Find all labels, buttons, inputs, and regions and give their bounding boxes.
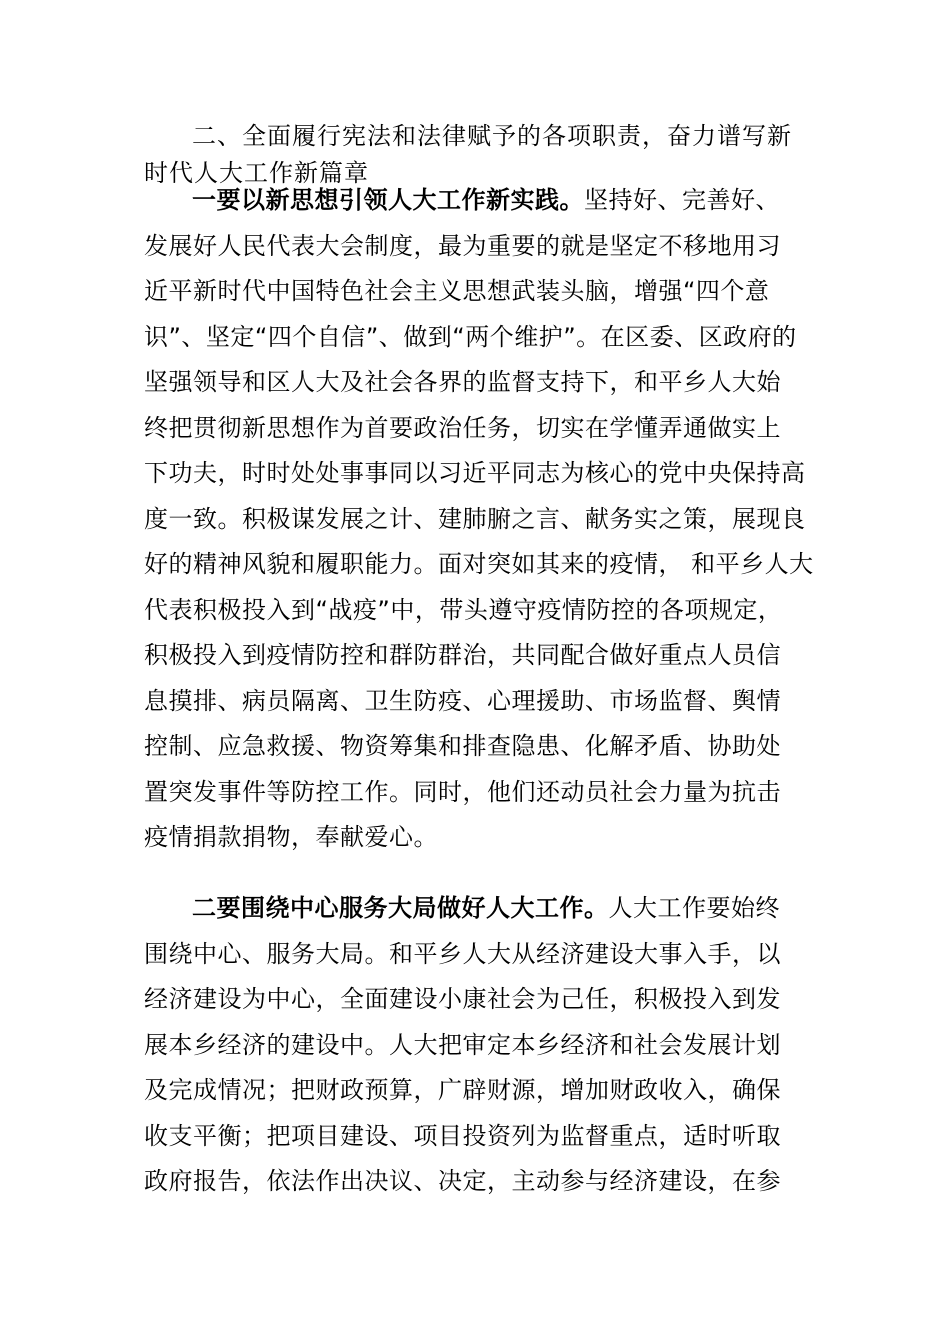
- paragraph-1-line: 控制、应急救援、物资筹集和排查隐患、化解矛盾、协助处: [144, 732, 781, 760]
- paragraph-2-line-1: [144, 886, 810, 932]
- paragraph-1-line: 好的精神风貌和履职能力。面对突如其来的疫情， 和平乡人大: [144, 550, 814, 578]
- paragraph-2-line-1-text: 人大工作要始终: [608, 894, 780, 922]
- paragraph-1-line: 下功夫，时时处处事事同以习近平同志为核心的党中央保持高: [144, 459, 806, 487]
- paragraph-2-lead: 二要围绕中心服务大局做好人大工作。: [192, 894, 609, 922]
- paragraph-1-line: 终把贯彻新思想作为首要政治任务，切实在学懂弄通做实上: [144, 413, 781, 442]
- paragraph-2-line: 经济建设为中心，全面建设小康社会为己任，积极投入到发: [144, 985, 781, 1013]
- paragraph-2-line: 政府报告，依法作出决议、决定，主动参与经济建设，在参: [144, 1167, 781, 1195]
- paragraph-1-line: 置突发事件等防控工作。同时，他们还动员社会力量为抗击: [144, 777, 781, 806]
- paragraph-1-line: 代表积极投入到“战疫”中，带头遵守疫情防控的各项规定，: [144, 595, 783, 624]
- paragraph-1: [144, 178, 814, 861]
- paragraph-1-line: 息摸排、病员隔离、卫生防疫、心理援助、市场监督、舆情: [144, 686, 781, 715]
- paragraph-2: [144, 886, 810, 1205]
- paragraph-1-line: 度一致。积极谋发展之计、建肺腑之言、献务实之策，展现良: [144, 504, 806, 533]
- paragraph-1-line-1: [144, 178, 810, 224]
- paragraph-2-line: 围绕中心、服务大局。和平乡人大从经济建设大事入手，以: [144, 939, 781, 968]
- section-heading-line-1: 二、全面履行宪法和法律赋予的各项职责，奋力谱写新: [192, 122, 792, 150]
- paragraph-1-line: 坚强领导和区人大及社会各界的监督支持下，和平乡人大始: [144, 368, 781, 396]
- paragraph-1-lead: 一要以新思想引领人大工作新实践。: [192, 186, 584, 214]
- paragraph-2-line: 收支平衡；把项目建设、项目投资列为监督重点，适时听取: [144, 1121, 781, 1150]
- paragraph-1-line-1-text: 坚持好、完善好、: [584, 186, 780, 214]
- paragraph-1-line: 识”、坚定“四个自信”、做到“两个维护”。在区委、区政府的: [144, 322, 797, 351]
- paragraph-1-line: 积极投入到疫情防控和群防群治，共同配合做好重点人员信: [144, 641, 781, 669]
- paragraph-2-line: 展本乡经济的建设中。人大把审定本乡经济和社会发展计划: [144, 1030, 781, 1059]
- paragraph-1-line: 发展好人民代表大会制度，最为重要的就是坚定不移地用习: [144, 231, 781, 260]
- paragraph-2-line: 及完成情况；把财政预算，广辟财源，增加财政收入，确保: [144, 1076, 781, 1104]
- paragraph-1-line: 近平新时代中国特色社会主义思想武装头脑，增强“四个意: [144, 277, 770, 305]
- section-heading-line-2: 时代人大工作新篇章: [144, 159, 369, 187]
- paragraph-1-line: 疫情捐款捐物，奉献爱心。: [144, 823, 438, 851]
